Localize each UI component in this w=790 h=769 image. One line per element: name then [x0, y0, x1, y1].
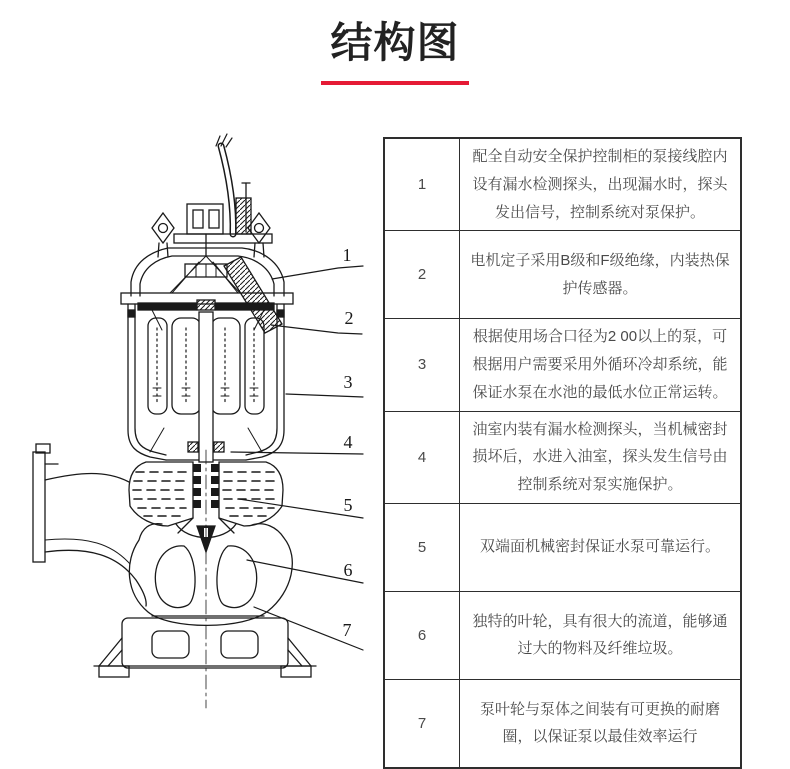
flow-channel-right: [217, 546, 257, 608]
part-description: 油室内装有漏水检测探头，当机械密封损坏后，水进入油室，探头发生信号由控制系统对泵实施保护。: [460, 411, 742, 503]
lifting-eyebolt-left: [152, 213, 174, 257]
callout-number-1: 1: [342, 245, 352, 265]
part-number: 4: [384, 411, 460, 503]
table-row: [384, 411, 741, 503]
table-row: [384, 503, 741, 591]
parts-table-container: [383, 137, 742, 769]
part-number: 1: [384, 138, 460, 231]
part-number: 5: [384, 503, 460, 591]
volute-casing: [129, 524, 292, 626]
part-number: 7: [384, 679, 460, 768]
flow-channel-left: [155, 546, 195, 608]
table-row: [384, 138, 741, 231]
part-number: 6: [384, 591, 460, 679]
leader-line-3: [286, 394, 363, 397]
page-title: 结构图: [330, 19, 460, 66]
shaft-and-bearing: [188, 300, 224, 462]
part-number: 3: [384, 319, 460, 411]
callout-number-7: 7: [342, 620, 352, 640]
leader-line-1: [272, 266, 363, 279]
table-row: [384, 319, 741, 411]
table-row: [384, 591, 741, 679]
cable-gland-assembly: [174, 198, 272, 243]
cable-conduit: [224, 257, 282, 333]
discharge-flange: [33, 444, 146, 606]
callout-number-2: 2: [344, 308, 354, 328]
leader-lines: [231, 266, 363, 650]
part-description: 根据使用场合口径为2 00以上的泵，可根据用户需要采用外循环冷却系统，能保证水泵在水池的最低水位正常运转。: [460, 319, 742, 411]
callout-number-5: 5: [343, 495, 353, 515]
table-row: [384, 231, 741, 319]
callout-number-6: 6: [343, 560, 353, 580]
callout-number-4: 4: [343, 432, 353, 452]
callout-number-3: 3: [343, 372, 353, 392]
part-description: 泵叶轮与泵体之间装有可更换的耐磨圈，以保证泵以最佳效率运行: [460, 679, 742, 768]
parts-table: [383, 137, 742, 769]
part-description: 独特的叶轮，具有很大的流道，能够通过大的物料及纤维垃圾。: [460, 591, 742, 679]
part-description: 配全自动安全保护控制柜的泵接线腔内设有漏水检测探头，出现漏水时，探头发出信号，控制系统对泵保护。: [460, 138, 742, 231]
table-row: [384, 679, 741, 768]
part-description: 双端面机械密封保证水泵可靠运行。: [460, 503, 742, 591]
part-description: 电机定子采用B级和F级绝缘，内装热保护传感器。: [460, 231, 742, 319]
part-number: 2: [384, 231, 460, 319]
